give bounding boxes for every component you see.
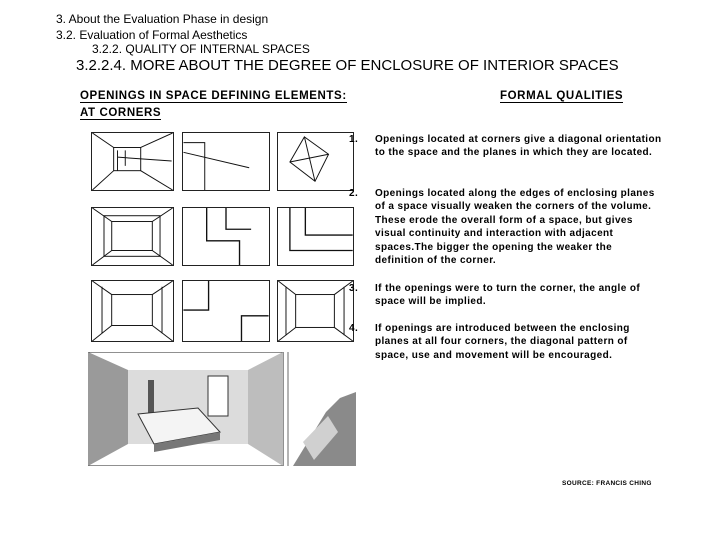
diagram-four-corners-perspective xyxy=(277,280,354,342)
note-item-4 xyxy=(349,322,662,362)
note-item-1 xyxy=(349,133,662,160)
note-number: 1. xyxy=(349,134,359,145)
diagram-edge-opening-plan xyxy=(277,207,354,266)
diagram-diagonal-orientation xyxy=(277,132,354,191)
plate-heading-corners: AT CORNERS xyxy=(80,107,162,119)
note-text: Openings located at corners give a diagonal orientation to the space and the planes in which they are located. xyxy=(375,134,662,159)
diagram-edge-opening-elevation xyxy=(182,207,270,266)
note-number: 4. xyxy=(349,323,359,334)
breadcrumb-level-2: 3.2. Evaluation of Formal Aesthetics xyxy=(56,28,248,42)
interior-room-sketch xyxy=(88,352,356,466)
diagram-corner-opening-perspective xyxy=(91,132,174,191)
note-text: Openings located along the edges of enclosing planes of a space visually weaken the corners of the volume. These erode the overall form of a space, but gives visual continuity and interaction with adjacent spaces.The bigger the opening the weaker the definition of the corner. xyxy=(375,188,655,267)
plate-heading-openings: OPENINGS IN SPACE DEFINING ELEMENTS: xyxy=(80,90,347,102)
breadcrumb-level-1: 3. About the Evaluation Phase in design xyxy=(56,12,269,26)
breadcrumb-level-3: 3.2.2. QUALITY OF INTERNAL SPACES xyxy=(92,42,310,56)
diagram-corner-opening-plan xyxy=(182,132,270,191)
note-item-3 xyxy=(349,282,662,309)
note-item-2 xyxy=(349,187,662,267)
plate-heading-formal-qualities: FORMAL QUALITIES xyxy=(500,90,624,102)
page-title: 3.2.2.4. MORE ABOUT THE DEGREE OF ENCLOSURE OF INTERIOR SPACES xyxy=(76,57,619,74)
note-text: If the openings were to turn the corner, the angle of space will be implied. xyxy=(375,283,641,308)
note-text: If openings are introduced between the enclosing planes at all four corners, the diagonal pattern of space, use and movement will be encouraged. xyxy=(375,323,630,361)
diagram-turned-corner-perspective xyxy=(91,280,174,342)
source-credit: SOURCE: FRANCIS CHING xyxy=(562,480,652,487)
note-number: 2. xyxy=(349,188,359,199)
diagram-edge-opening-perspective xyxy=(91,207,174,266)
diagram-turned-corner-elevation xyxy=(182,280,270,342)
note-number: 3. xyxy=(349,283,359,294)
